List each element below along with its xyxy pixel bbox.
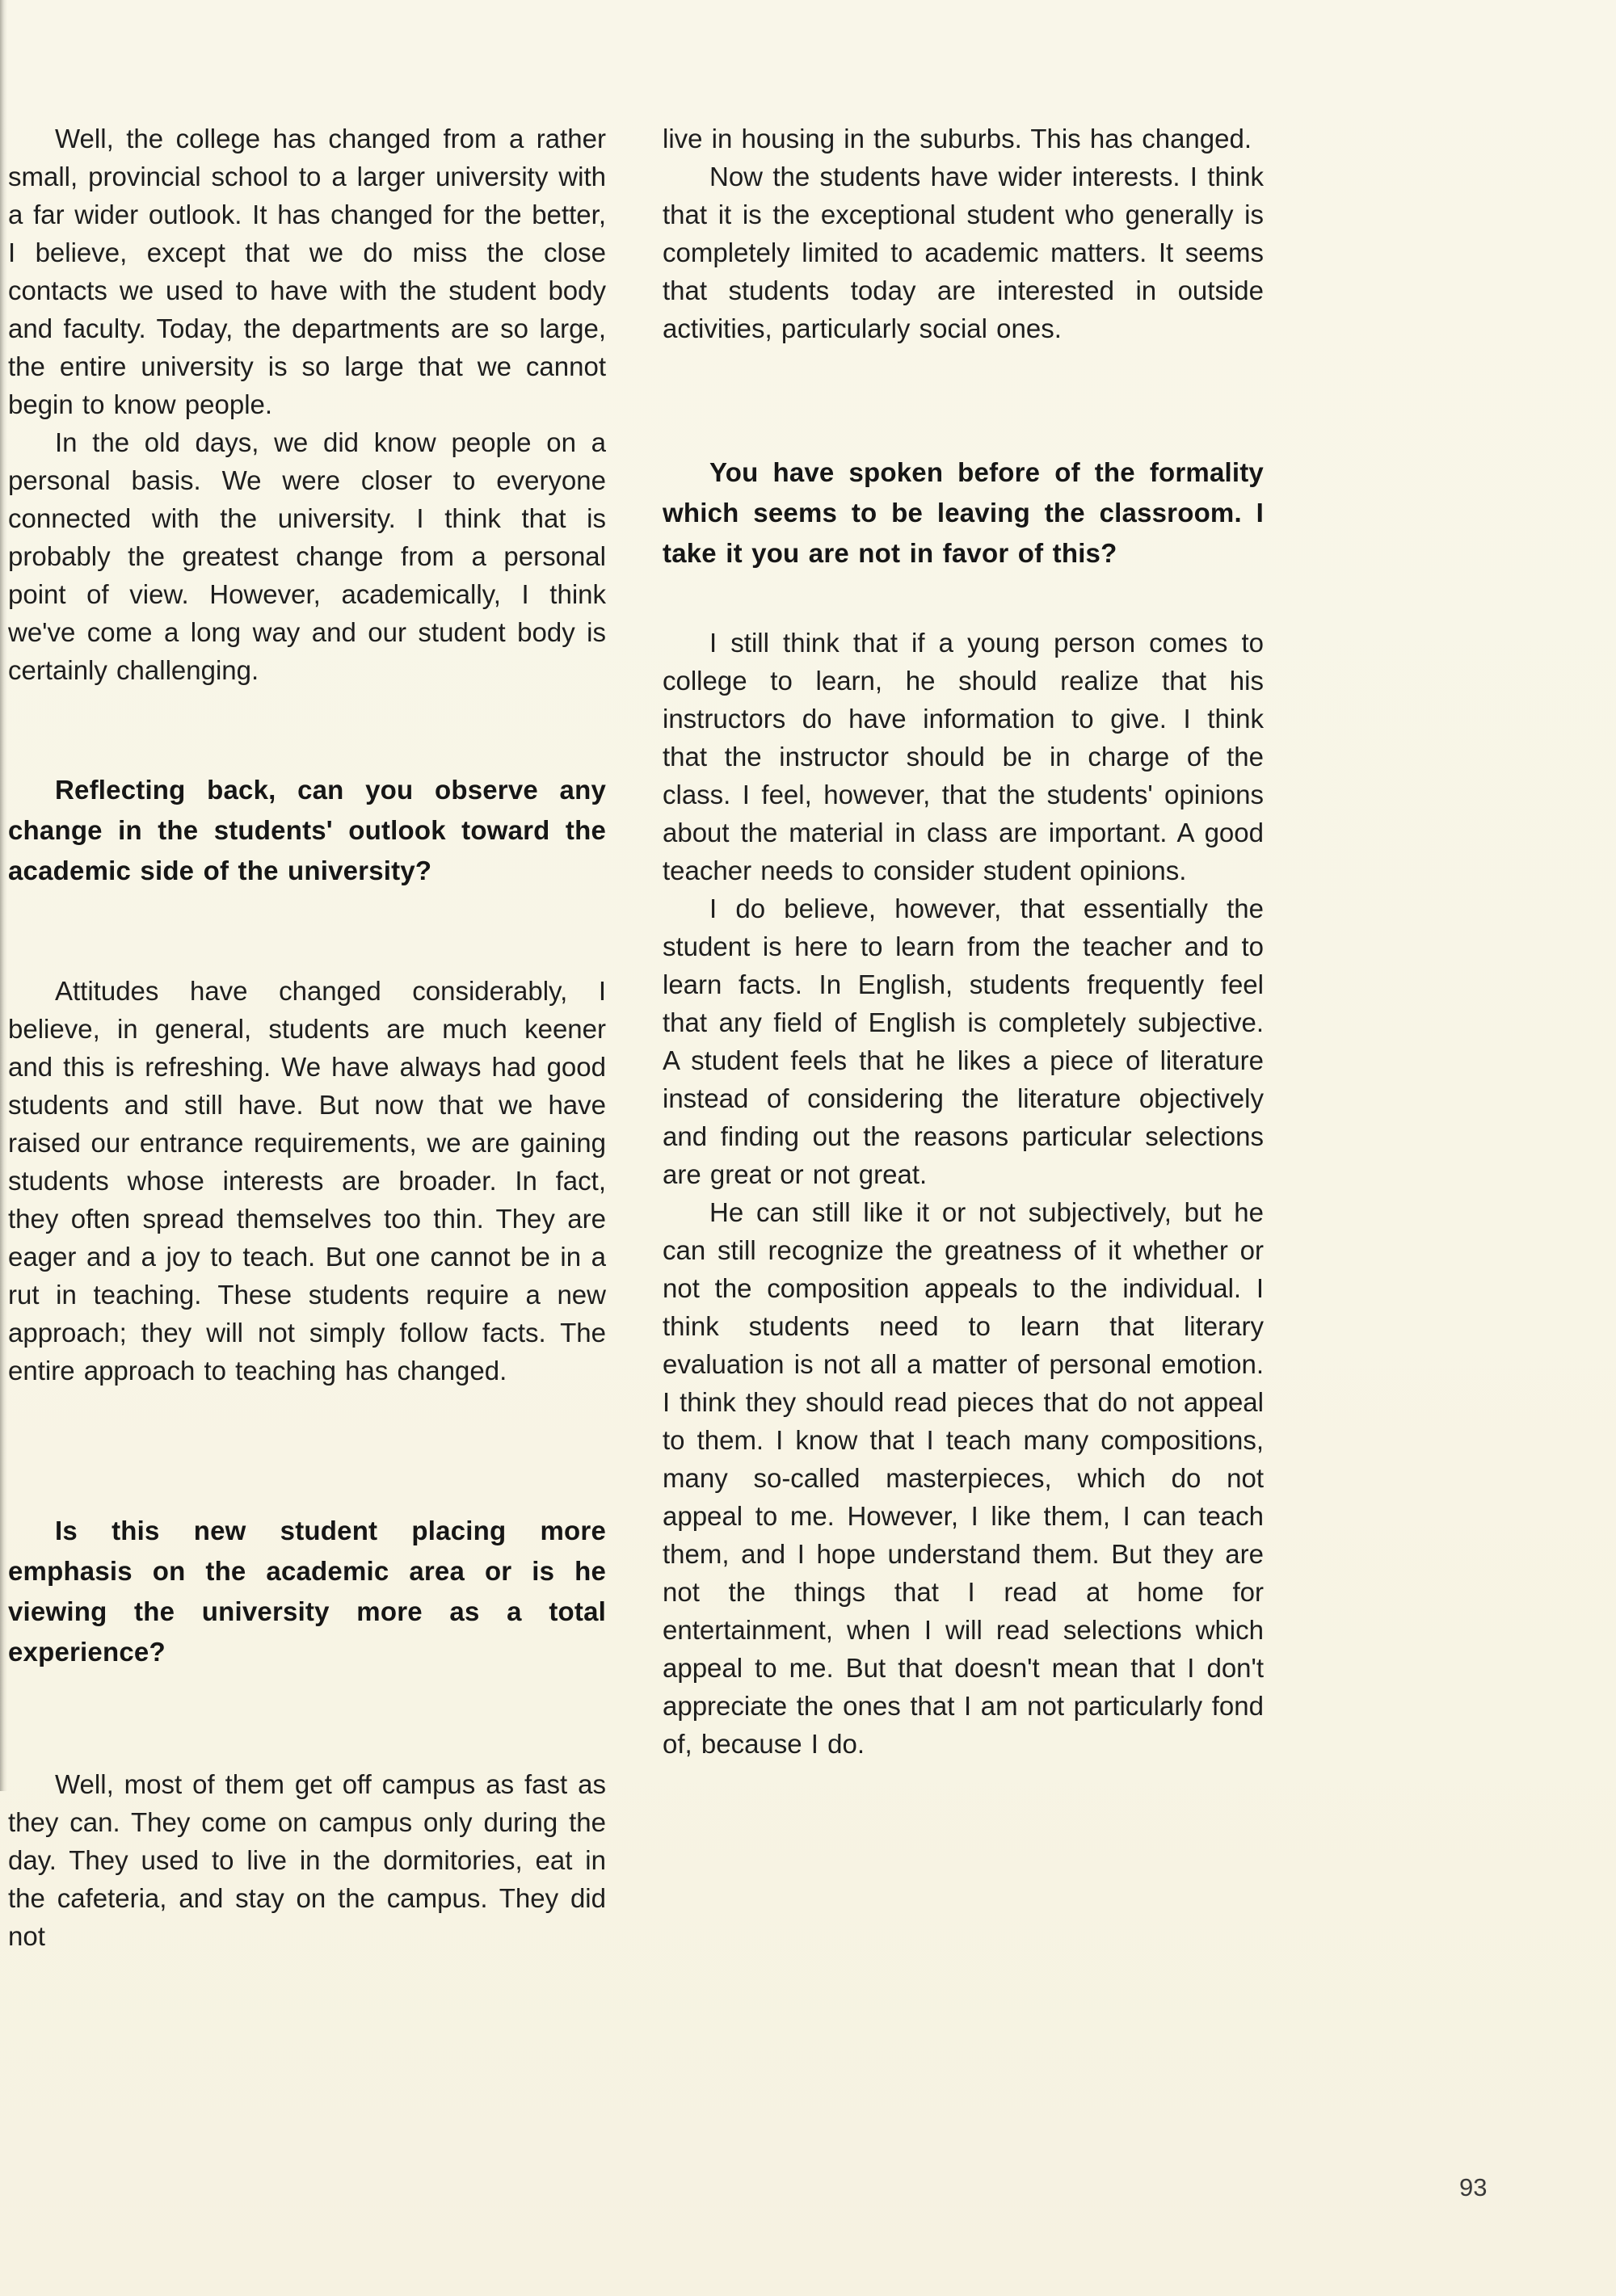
interview-question: You have spoken before of the formality which seems to be leaving the classroom. I take it you are not in favor of this? xyxy=(663,457,1264,568)
interview-answer-paragraph: He can still like it or not subjectively, but he can still recognize the greatness of it whether or not the composition appeals to the individual. I think students need to learn that literary evaluation is not all a matter of personal emotion. I think they should read pieces that do not appeal to them. I know that I teach many compositions, many so-called masterpieces, which do not appeal to me. However, I like them, I can teach them, and I hope understand them. But they are not the things that I read at home for entertainment, when I will read selections which appeal to me. But that doesn't mean that I don't appreciate the ones that I am not particularly fond of, because I do. xyxy=(663,1197,1264,1759)
interview-answer-paragraph: Attitudes have changed considerably, I believe, in general, students are much keener and this is refreshing. We have always had good students and still have. But now that we have raised our entrance requirements, we are gaining students whose interests are broader. In fact, they often spread themselves too thin. They are eager and a joy to teach. But one cannot be in a rut in teaching. These students require a new approach; they will not simply follow facts. The entire approach to teaching has changed. xyxy=(8,976,606,1386)
right-column xyxy=(663,120,1264,1763)
left-column xyxy=(8,120,606,1955)
interview-answer-paragraph: I still think that if a young person comes to college to learn, he should realize that his instructors do have information to give. I think that the instructor should be in charge of the class. I feel, however, that the students' opinions about the material in class are important. A good teacher needs to consider student opinions. xyxy=(663,628,1264,885)
interview-answer-paragraph: Well, most of them get off campus as fast as they can. They come on campus only during the day. They used to live in the dormitories, eat in the cafeteria, and stay on the campus. They did not xyxy=(8,1769,606,1951)
page-edge-shadow xyxy=(0,0,7,1791)
interview-question: Is this new student placing more emphasis on the academic area or is he viewing the university more as a total experience? xyxy=(8,1516,606,1667)
page-number: 93 xyxy=(1459,2173,1488,2201)
interview-answer-paragraph: In the old days, we did know people on a personal basis. We were closer to everyone connected with the university. I think that is probably the greatest change from a personal point of view. However, academically, I think we've come a long way and our student body is certainly challenging. xyxy=(8,427,606,685)
interview-question: Reflecting back, can you observe any change in the students' outlook toward the academic side of the university? xyxy=(8,775,606,885)
interview-answer-paragraph: Well, the college has changed from a rather small, provincial school to a larger university with a far wider outlook. It has changed for the better, I believe, except that we do miss the close contacts we used to have with the student body and faculty. Today, the departments are so large, the entire university is so large that we cannot begin to know people. xyxy=(8,124,606,419)
interview-answer-paragraph: Now the students have wider interests. I think that it is the exceptional student who generally is completely limited to academic matters. It seems that students today are interested in outside activities, particularly social ones. xyxy=(663,162,1264,343)
interview-answer-paragraph: I do believe, however, that essentially the student is here to learn from the teacher and to learn facts. In English, students frequently feel that any field of English is completely subjective. A student feels that he likes a piece of literature instead of considering the literature objectively and finding out the reasons particular selections are great or not great. xyxy=(663,894,1264,1189)
interview-answer-continuation: live in housing in the suburbs. This has changed. xyxy=(663,124,1252,153)
